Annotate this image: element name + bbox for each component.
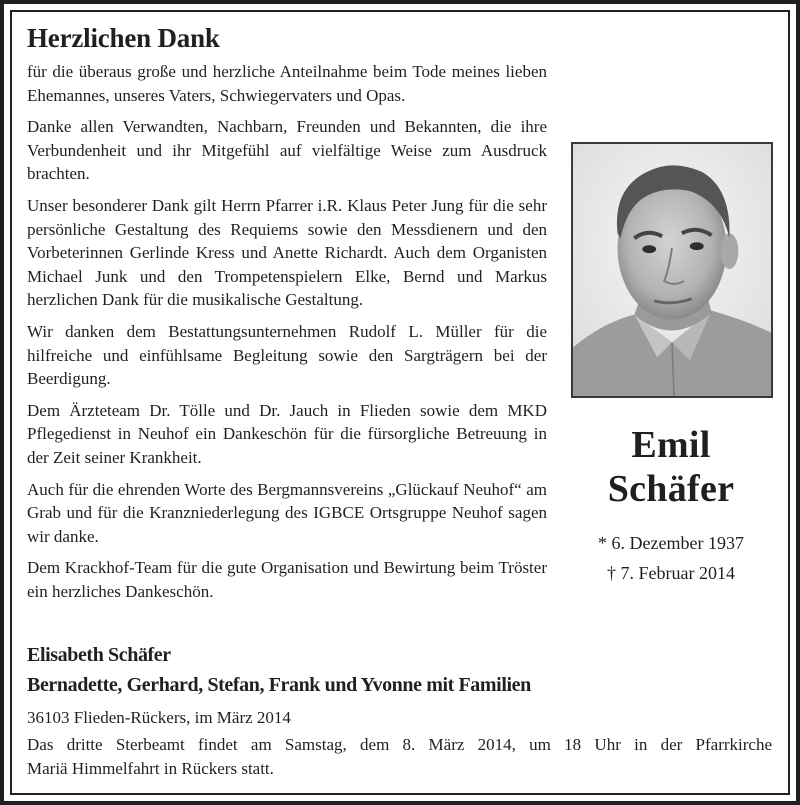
- portrait-photo: [571, 142, 773, 398]
- signer-spouse: Elisabeth Schäfer: [27, 644, 171, 666]
- birth-date: * 6. Dezember 1937: [598, 533, 744, 553]
- mass-notice-line: Mariä Himmelfahrt in Rückers statt.: [27, 759, 274, 778]
- paragraph: Auch für die ehrenden Worte des Bergmannsvereins „Glückauf Neuhof“ am Grab und für die Kranzniederlegung des IGBCE Ortsgruppe Neuhof sagen wir danke.: [27, 479, 547, 546]
- paragraph: Unser besonderer Dank gilt Herrn Pfarrer i.R. Klaus Peter Jung für die sehr persönliche Gestaltung des Requiems sowie den Messdienern und den Vorbeterinnen Gerlinde Kress und Anette Richardt. Auch dem Organisten Michael Junk und den Trompetenspielern Elke, Bernd und Markus herzlichen Dank für die musikalische Gestaltung.: [27, 195, 547, 310]
- paragraph: Dem Ärzteteam Dr. Tölle und Dr. Jauch in Flieden sowie dem MKD Pflegedienst in Neuhof ein Dankeschön für die fürsorgliche Betreuung in der Zeit seiner Krankheit.: [27, 400, 547, 467]
- first-name: Emil: [631, 424, 711, 466]
- portrait-icon: [573, 144, 771, 396]
- life-dates: [560, 528, 782, 588]
- mass-notice: [27, 733, 772, 781]
- death-date: † 7. Februar 2014: [607, 563, 735, 583]
- paragraph: Danke allen Verwandten, Nachbarn, Freunden und Bekannten, die ihre Verbundenheit und ihr Mitgefühl auf vielfältige Weise zum Ausdruck brachten.: [27, 117, 547, 184]
- signer-family: Bernadette, Gerhard, Stefan, Frank und Yvonne mit Familien: [27, 674, 531, 696]
- thanks-text: [27, 60, 547, 611]
- paragraph: Dem Krackhof-Team für die gute Organisation und Bewirtung beim Tröster ein herzliches Dankeschön.: [27, 558, 547, 601]
- mass-notice-line: Das dritte Sterbeamt findet am Samstag, dem 8. März 2014, um 18 Uhr in der Pfarrkirche: [27, 735, 772, 754]
- last-name: Schäfer: [607, 468, 735, 510]
- deceased-info: [560, 423, 782, 588]
- paragraph: für die überaus große und herzliche Anteilnahme beim Tode meines lieben Ehemannes, unseres Vaters, Schwiegervaters und Opas.: [27, 62, 547, 105]
- place-date: 36103 Flieden-Rückers, im März 2014: [27, 708, 291, 727]
- signers: [27, 640, 772, 700]
- paragraph: Wir danken dem Bestattungsunternehmen Rudolf L. Müller für die hilfreiche und einfühlsame Begleitung sowie den Sargträgern bei der Beerdigung.: [27, 321, 547, 389]
- headline: Herzlichen Dank: [27, 23, 220, 53]
